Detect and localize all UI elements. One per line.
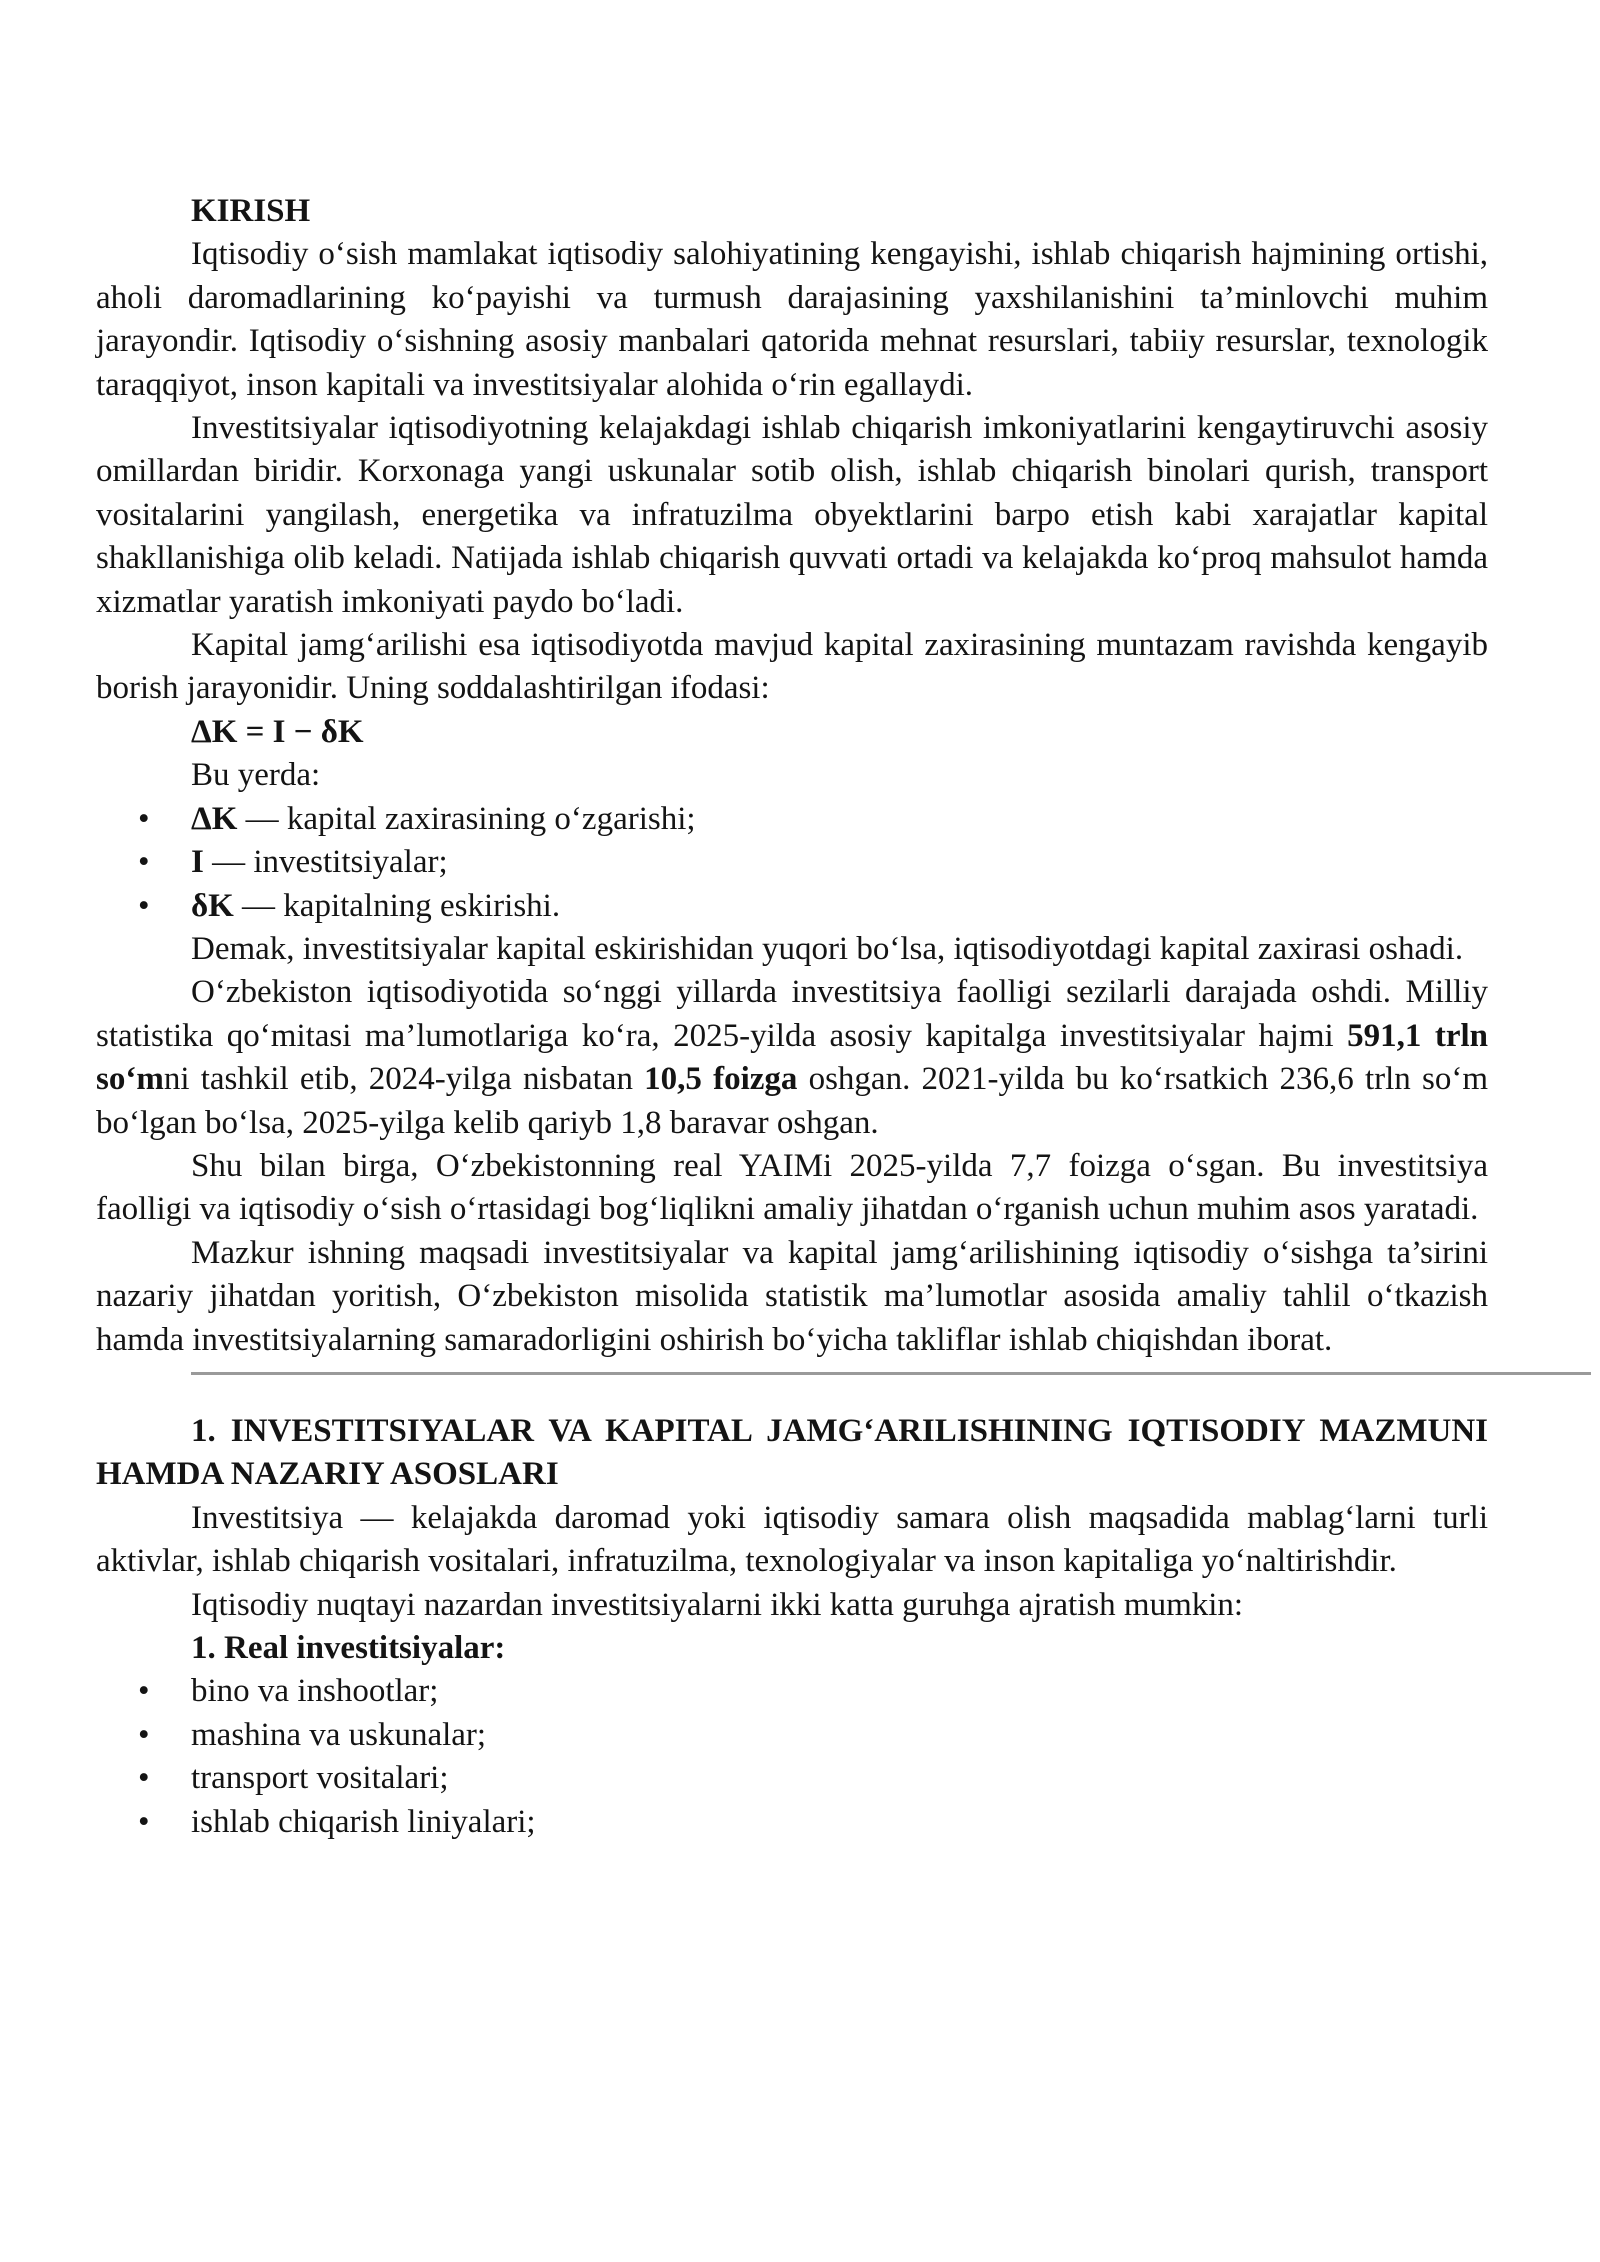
definition-term: ΔK bbox=[191, 800, 238, 837]
section-1-paragraph-1: Investitsiya — kelajakda daromad yoki iqtisodiy samara olish maqsadida mablag‘larni turli aktivlar, ishlab chiqarish vositalari, infratuzilma, texnologiyalar va inson kapitaliga yo‘naltirishdir. bbox=[96, 1499, 1488, 1580]
investment-volume: 591,1 trln so‘m bbox=[96, 1017, 1488, 1098]
intro-paragraph-6: Shu bilan birga, O‘zbekistonning real YAIMi 2025-yilda 7,7 foizga o‘sgan. Bu investitsiya faolligi va iqtisodiy o‘sish o‘rtasidagi bog‘liqlikni amaliy jihatdan o‘rganish uchun muhim asos yaratadi. bbox=[96, 1147, 1488, 1228]
intro-paragraph-3: Kapital jamg‘arilishi esa iqtisodiyotda mavjud kapital zaxirasining muntazam ravishda kengayib borish jarayonidir. Uning soddalashtirilgan ifodasi: bbox=[96, 627, 1488, 707]
investment-growth: 10,5 foizga bbox=[644, 1061, 798, 1098]
formula-definitions-list bbox=[96, 798, 1488, 928]
intro-paragraph-5: O‘zbekiston iqtisodiyotida so‘nggi yillarda investitsiya faolligi sezilarli darajada oshdi. Milliy statistika qo‘mitasi ma’lumotlariga ko‘ra, 2025-yilda asosiy kapitalga investitsiyalar hajmi 591,1 trln so‘mni tashkil etib, 2024-yilga nisbatan 10,5 foizga oshgan. 2021-yilda bu ko‘rsatkich 236,6 trln so‘m bo‘lgan bo‘lsa, 2025-yilga kelib qariyb 1,8 baravar oshgan. bbox=[96, 974, 1488, 1141]
bullet-icon: • bbox=[138, 844, 150, 881]
document-page bbox=[96, 190, 1488, 1844]
formula-where-label: Bu yerda: bbox=[191, 757, 321, 794]
section-1-paragraph-2: Iqtisodiy nuqtayi nazardan investitsiyalarni ikki katta guruhga ajratish mumkin: bbox=[191, 1586, 1244, 1623]
real-investments-list bbox=[96, 1670, 1488, 1844]
intro-heading: KIRISH bbox=[191, 193, 311, 229]
intro-paragraph-2: Investitsiyalar iqtisodiyotning kelajakdagi ishlab chiqarish imkoniyatlarini kengaytiruvchi asosiy omillardan biridir. Korxonaga yangi uskunalar sotib olish, ishlab chiqarish binolari qurish, transport vositalarini yangilash, energetika va infratuzilma obyektlarini barpo etish kabi xarajatlar kapital shakllanishiga olib keladi. Natijada ishlab chiqarish quvvati ortadi va kelajakda ko‘proq mahsulot hamda xizmatlar yaratish imkoniyati paydo bo‘ladi. bbox=[96, 410, 1488, 620]
list-item bbox=[96, 885, 1488, 928]
bullet-icon: • bbox=[138, 1760, 150, 1797]
definition-text: — kapitalning eskirishi. bbox=[233, 887, 561, 924]
section-divider bbox=[191, 1372, 1591, 1375]
list-item bbox=[96, 798, 1488, 841]
list-item bbox=[96, 841, 1488, 884]
definition-text: — kapital zaxirasining o‘zgarishi; bbox=[237, 800, 696, 837]
intro-paragraph-4: Demak, investitsiyalar kapital eskirishidan yuqori bo‘lsa, iqtisodiyotdagi kapital zaxirasi oshadi. bbox=[191, 930, 1464, 967]
definition-text: — investitsiyalar; bbox=[203, 844, 448, 881]
list-item: • mashina va uskunalar; bbox=[96, 1714, 1488, 1757]
intro-paragraph-7: Mazkur ishning maqsadi investitsiyalar va kapital jamg‘arilishining iqtisodiy o‘sishga ta’sirini nazariy jihatdan yoritish, O‘zbekiston misolida statistik ma’lumotlar asosida amaliy tahlil o‘tkazish hamda investitsiyalarning samaradorligini oshirish bo‘yicha takliflar ishlab chiqishdan iborat. bbox=[96, 1234, 1488, 1358]
list-item: • transport vositalari; bbox=[96, 1757, 1488, 1800]
bullet-icon: • bbox=[138, 1803, 150, 1840]
definition-term: I bbox=[191, 844, 204, 881]
capital-formula: ΔK = I − δK bbox=[191, 713, 364, 750]
definition-term: δK bbox=[191, 887, 234, 924]
bullet-icon: • bbox=[138, 800, 150, 837]
bullet-icon: • bbox=[138, 887, 150, 924]
list-item: • bino va inshootlar; bbox=[96, 1670, 1488, 1713]
intro-paragraph-1: Iqtisodiy o‘sish mamlakat iqtisodiy salohiyatining kengayishi, ishlab chiqarish hajmining ortishi, aholi daromadlarining ko‘payishi va turmush darajasining yaxshilanishini ta’minlovchi muhim jarayondir. Iqtisodiy o‘sishning asosiy manbalari qatorida mehnat resurslari, tabiiy resurslar, texnologik taraqqiyot, inson kapitali va investitsiyalar alohida o‘rin egallaydi. bbox=[96, 236, 1488, 403]
bullet-icon: • bbox=[138, 1673, 150, 1710]
section-1-title: 1. INVESTITSIYALAR VA KAPITAL JAMG‘ARILISHINING IQTISODIY MAZMUNI HAMDA NAZARIY ASOSLARI bbox=[96, 1412, 1488, 1493]
section-1-subheading: 1. Real investitsiyalar: bbox=[191, 1630, 506, 1666]
bullet-icon: • bbox=[138, 1716, 150, 1753]
list-item: • ishlab chiqarish liniyalari; bbox=[96, 1801, 1488, 1844]
